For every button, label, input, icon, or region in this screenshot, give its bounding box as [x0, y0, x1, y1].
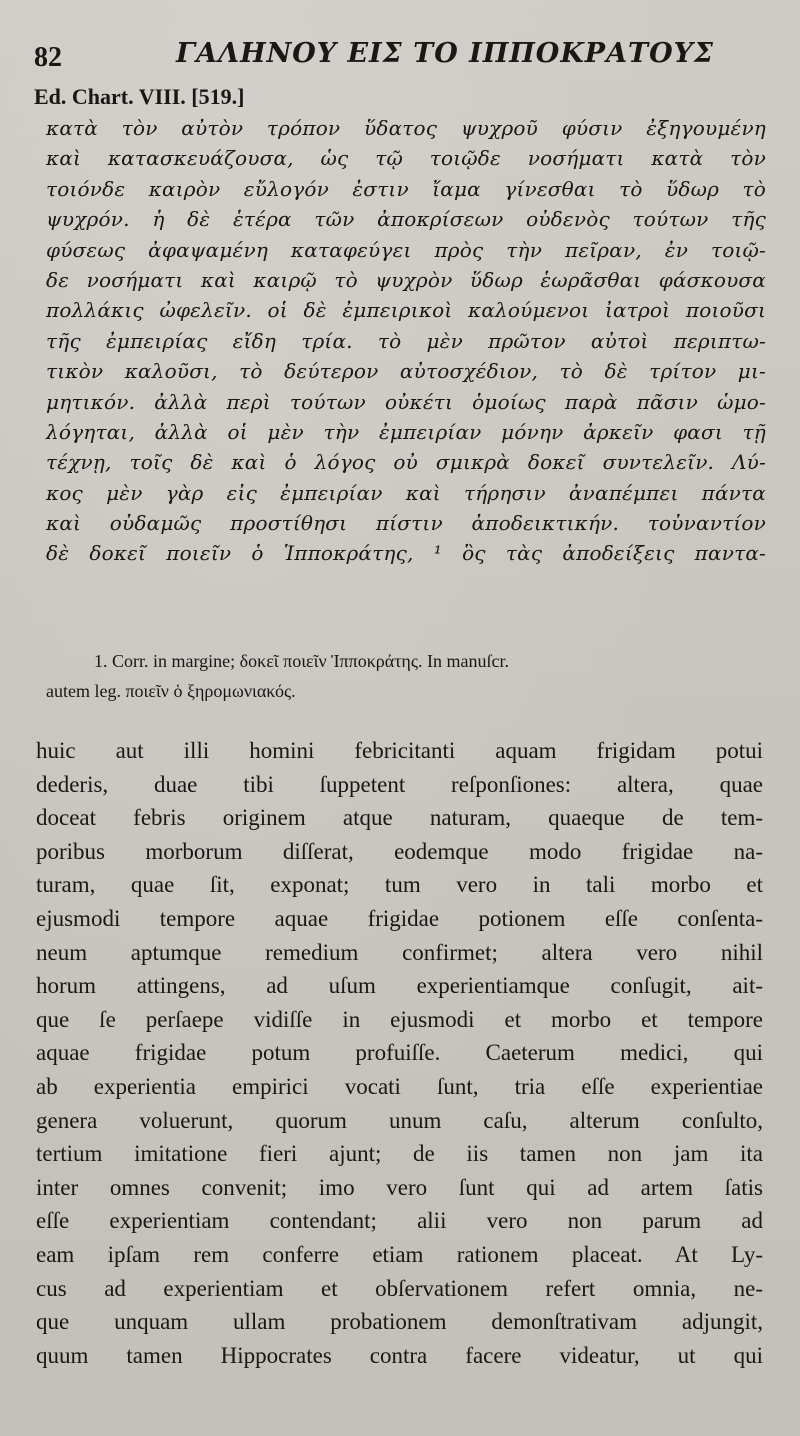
latin-text-line: genera voluerunt, quorum unum caſu, alterum conſulto, [36, 1107, 763, 1133]
latin-text-line: horum attingens, ad uſum experientiamque conſugit, ait- [36, 973, 763, 999]
latin-text-line: ejusmodi tempore aquae frigidae potionem eſſe conſenta- [36, 905, 763, 931]
latin-text-line: que unquam ullam probationem demonſtrativam adjungit, [36, 1309, 763, 1335]
greek-text-line: τικὸν καλοῦσι, τὸ δεύτερον αὐτοσχέδιον, τὸ δὲ τρίτον μι- [46, 359, 766, 384]
latin-text-line: huic aut illi homini febricitanti aquam frigidam potui [36, 738, 763, 763]
greek-text-line: καὶ οὐδαμῶς προστίθησι πίστιν ἀποδεικτικήν. τοὐναντίον [46, 511, 766, 536]
greek-text-line: καὶ κατασκευάζουσα, ὡς τῷ τοιῷδε νοσήματι κατὰ τὸν [46, 146, 766, 171]
page-header [34, 38, 774, 82]
edition-reference: Ed. Chart. VIII. [519.] [34, 84, 245, 109]
greek-text-line: μητικόν. ἀλλὰ περὶ τούτων οὐκέτι ὁμοίως παρὰ πᾶσιν ὡμο- [46, 389, 766, 414]
running-head: ΓΑΛΗΝΟΥ ΕΙΣ ΤΟ ΙΠΠΟΚΡΑΤΟΥΣ [176, 38, 715, 69]
latin-text-line: inter omnes convenit; imo vero ſunt qui ad artem ſatis [36, 1174, 763, 1200]
greek-text-line: λόγηται, ἀλλὰ οἱ μὲν τὴν ἐμπειρίαν μόνην ἀρκεῖν φασι τῇ [46, 419, 766, 444]
latin-text-line: eſſe experientiam contendant; alii vero non parum ad [36, 1208, 763, 1234]
greek-text-block [46, 113, 766, 569]
latin-text-line: turam, quae ſit, exponat; tum vero in tali morbo et [36, 872, 763, 898]
latin-text-block [36, 734, 763, 1372]
latin-text-line: ab experientia empirici vocati ſunt, tria eſſe experientiae [36, 1073, 763, 1099]
latin-text-line: neum aptumque remedium confirmet; altera vero nihil [36, 939, 763, 965]
greek-text-line: δε νοσήματι καὶ καιρῷ τὸ ψυχρὸν ὕδωρ ἑωρᾶσθαι φάσκουσα [46, 267, 766, 292]
latin-text-line: doceat febris originem atque naturam, quaeque de tem- [36, 805, 763, 831]
greek-text-line: τέχνῃ, τοῖς δὲ καὶ ὁ λόγος οὐ σμικρὰ δοκεῖ συντελεῖν. Λύ- [46, 450, 766, 475]
greek-text-line: φύσεως ἀφαψαμένη καταφεύγει πρὸς τὴν πεῖραν, ἐν τοιῷ- [46, 237, 766, 262]
latin-text-line: quum tamen Hippocrates contra facere videatur, ut qui [36, 1342, 763, 1368]
greek-text-line: πολλάκις ὠφελεῖν. οἱ δὲ ἐμπειρικοὶ καλούμενοι ἰατροὶ ποιοῦσι [46, 298, 766, 323]
latin-text-line: aquae frigidae potum profuiſſe. Caeterum medici, qui [36, 1040, 763, 1066]
greek-text-line: τῆς ἐμπειρίας εἴδη τρία. τὸ μὲν πρῶτον αὐτοὶ περιπτω- [46, 328, 766, 353]
greek-text-line: τοιόνδε καιρὸν εὔλογόν ἐστιν ἴαμα γίνεσθαι τὸ ὕδωρ τὸ [46, 176, 766, 201]
latin-text-line: eam ipſam rem conferre etiam rationem placeat. At Ly- [36, 1241, 763, 1267]
latin-text-line: cus ad experientiam et obſervationem refert omnia, ne- [36, 1275, 763, 1301]
footnote-line: 1. Corr. in margine; δοκεῖ ποιεῖν Ἱπποκράτης. In manuſcr. [94, 651, 509, 671]
greek-text-line: δὲ δοκεῖ ποιεῖν ὁ Ἱπποκράτης, ¹ ὃς τὰς ἀποδείξεις παντα- [46, 541, 766, 566]
latin-text-line: dederis, duae tibi ſuppetent reſponſiones: altera, quae [36, 771, 763, 797]
greek-text-line: ψυχρόν. ἡ δὲ ἑτέρα τῶν ἀποκρίσεων οὐδενὸς τούτων τῆς [46, 207, 766, 232]
latin-text-line: que ſe perſaepe vidiſſe in ejusmodi et morbo et tempore [36, 1006, 763, 1032]
greek-text-line: κος μὲν γὰρ εἰς ἐμπειρίαν καὶ τήρησιν ἀναπέμπει πάντα [46, 480, 766, 505]
page-number: 82 [34, 42, 62, 73]
latin-text-line: tertium imitatione fieri ajunt; de iis tamen non jam ita [36, 1141, 763, 1167]
latin-text-line: poribus morborum diſſerat, eodemque modo frigidae na- [36, 838, 763, 864]
footnote [46, 646, 766, 706]
footnote-line: autem leg. ποιεῖν ὁ ξηρομωνιακός. [46, 681, 296, 701]
greek-text-line: κατὰ τὸν αὐτὸν τρόπον ὕδατος ψυχροῦ φύσιν ἐξηγουμένη [46, 116, 766, 140]
